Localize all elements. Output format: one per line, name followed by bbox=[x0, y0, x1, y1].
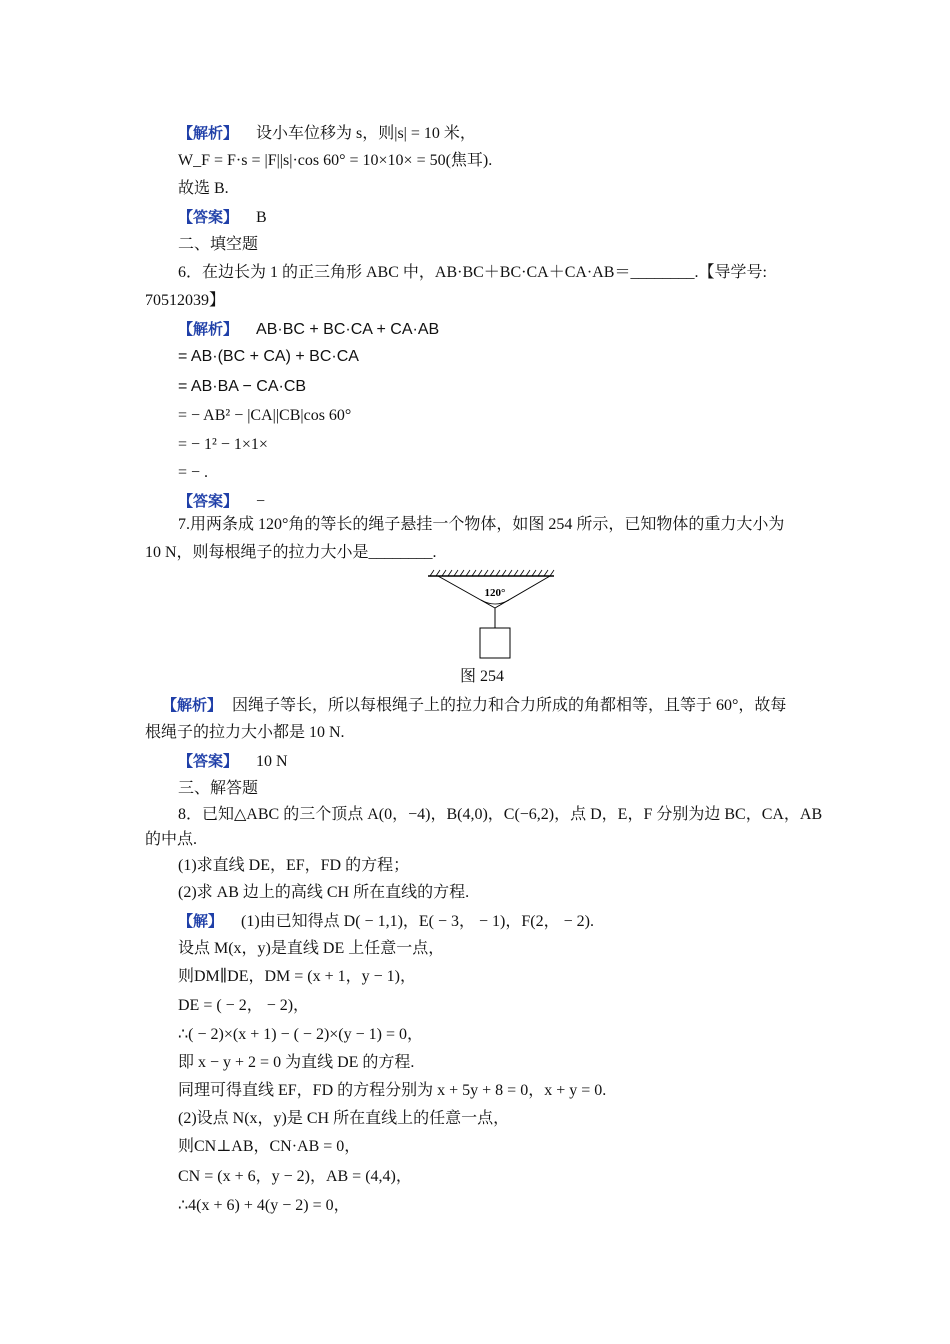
figure-caption: 图 254 bbox=[460, 668, 505, 685]
solution-line: 【解】 (1)由已知得点 D( − 1,1)，E( − 3， − 1)，F(2， − 2). bbox=[178, 912, 594, 930]
ceiling-hatch bbox=[428, 570, 554, 576]
answer-tag: 【答案】 bbox=[178, 492, 239, 510]
math-line: ∴( − 2)×(x + 1) − ( − 2)×(y − 1) = 0， bbox=[178, 1026, 423, 1043]
solution-line: 【解析】 设小车位移为 s，则|s| = 10 米， bbox=[178, 124, 476, 142]
math-line: = AB·(BC + CA) + BC·CA bbox=[178, 348, 359, 365]
solution-tag: 【解】 bbox=[178, 912, 224, 930]
math-line: ∴4(x + 6) + 4(y − 2) = 0， bbox=[178, 1197, 350, 1214]
text-line: 故选 B. bbox=[178, 180, 229, 197]
text-line: 10 N，则每根绳子的拉力大小是________. bbox=[145, 544, 437, 561]
math-line: = AB·BA − CA·CB bbox=[178, 378, 307, 395]
math-line: 即 x − y + 2 = 0 为直线 DE 的方程. bbox=[178, 1054, 415, 1071]
math-line: 则CN⊥AB，CN·AB = 0， bbox=[178, 1138, 361, 1155]
math-line: DE = ( − 2， − 2)， bbox=[178, 997, 310, 1014]
analysis-tag: 【解析】 bbox=[178, 320, 239, 338]
section-heading: 三、解答题 bbox=[178, 780, 259, 797]
solution-line: 【解析】 AB·BC + BC·CA + CA·AB bbox=[178, 320, 440, 338]
solution-line: 【解析】 因绳子等长，所以每根绳子上的拉力和合力所成的角都相等，且等于 60°，故每 bbox=[162, 696, 787, 714]
text-line: 70512039】 bbox=[145, 292, 226, 309]
answer-line: 【答案】 10 N bbox=[178, 752, 288, 770]
math-line: 同理可得直线 EF，FD 的方程分别为 x + 5y + 8 = 0，x + y = 0. bbox=[178, 1082, 607, 1099]
text-line: 根绳子的拉力大小都是 10 N. bbox=[145, 724, 345, 741]
math-line: = − . bbox=[178, 464, 209, 481]
angle-label: 120° bbox=[484, 587, 506, 599]
section-heading: 二、填空题 bbox=[178, 236, 259, 253]
answer-tag: 【答案】 bbox=[178, 752, 239, 770]
question-8: 8．已知△ABC 的三个顶点 A(0，−4)，B(4,0)，C(−6,2)，点 D，E，F 分别为边 BC，CA，AB bbox=[178, 806, 823, 823]
text-line: (2)求 AB 边上的高线 CH 所在直线的方程. bbox=[178, 884, 470, 901]
text-line: (2)设点 N(x，y)是 CH 所在直线上的任意一点， bbox=[178, 1110, 510, 1127]
angle-arc bbox=[481, 600, 509, 604]
answer-line: 【答案】 B bbox=[178, 208, 267, 226]
question-7: 7.用两条成 120°角的等长的绳子悬挂一个物体，如图 254 所示，已知物体的重力大小为 bbox=[178, 516, 785, 533]
text-line: W_F = F·s = |F||s|·cos 60° = 10×10× = 50(焦耳). bbox=[178, 152, 493, 169]
analysis-tag: 【解析】 bbox=[162, 696, 223, 714]
answer-tag: 【答案】 bbox=[178, 208, 239, 226]
text-line: 设点 M(x，y)是直线 DE 上任意一点， bbox=[178, 940, 445, 957]
hanging-weight-diagram bbox=[426, 568, 556, 660]
answer-line: 【答案】 − bbox=[178, 492, 266, 510]
text-line: (1)求直线 DE，EF，FD 的方程； bbox=[178, 857, 410, 874]
weight-box bbox=[480, 628, 510, 658]
math-line: CN = (x + 6，y − 2)，AB = (4,4)， bbox=[178, 1168, 412, 1185]
text-line: 的中点. bbox=[145, 831, 198, 848]
math-line: 则DM∥DE，DM = (x + 1，y − 1)， bbox=[178, 968, 417, 985]
question-6: 6．在边长为 1 的正三角形 ABC 中，AB·BC＋BC·CA＋CA·AB＝________.【导学号: bbox=[178, 264, 767, 281]
math-line: = − 1² − 1×1× bbox=[178, 436, 268, 453]
math-line: = − AB² − |CA||CB|cos 60° bbox=[178, 407, 352, 424]
analysis-tag: 【解析】 bbox=[178, 124, 239, 142]
